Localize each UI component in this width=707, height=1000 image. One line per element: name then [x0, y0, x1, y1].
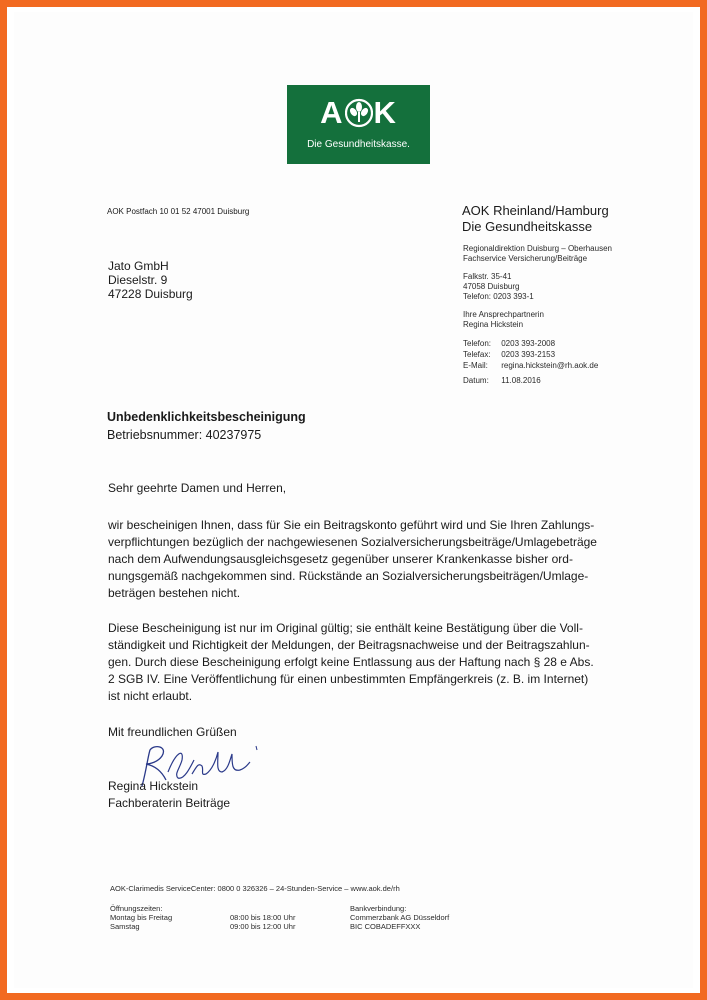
letter-subject: Unbedenklichkeitsbescheinigung — [107, 410, 306, 424]
contact-person — [463, 310, 544, 330]
signer-title: Fachberaterin Beiträge — [108, 796, 231, 810]
hours-time-weekday: 08:00 bis 18:00 Uhr — [230, 913, 296, 922]
date-label: Datum: — [463, 376, 489, 385]
hours-label: Öffnungszeiten: — [110, 904, 163, 913]
hours-time-saturday: 09:00 bis 12:00 Uhr — [230, 922, 296, 931]
office-department — [463, 244, 612, 264]
paragraph-line: nach dem Aufwendungsausgleichsgesetz gegenüber unserer Krankenkasse bisher ord- — [108, 552, 573, 566]
contact-phone: 0203 393-2008 — [501, 339, 556, 348]
paragraph-line: nungsgemäß nachgekommen sind. Rückstände an Sozialversicherungsbeiträgen/Umlage- — [108, 569, 589, 583]
office-phone-label: Telefon: — [463, 292, 492, 301]
contact-fax-row — [463, 349, 598, 360]
paragraph-line: Diese Bescheinigung ist nur im Original gültig; sie enthält keine Bestätigung über die Voll- — [108, 621, 583, 635]
bank-label: Bankverbindung: — [350, 904, 407, 913]
letter-date: 11.08.2016 — [501, 376, 541, 385]
contact-name: Regina Hickstein — [463, 320, 524, 329]
office-tagline: Die Gesundheitskasse — [462, 219, 593, 234]
office-header — [462, 203, 609, 235]
office-street: Falkstr. 35-41 — [463, 272, 512, 281]
footer-times-col — [230, 913, 330, 931]
footer-service-line: AOK-Clarimedis ServiceCenter: 0800 0 326326 – 24-Stunden-Service – www.aok.de/rh — [110, 884, 400, 893]
paragraph-line: verpflichtungen bezüglich der nachgewiesenen Sozialversicherungsbeiträge/Umlagebeträge — [108, 535, 597, 549]
paragraph-line: ständigkeit und Richtigkeit der Meldungen, der Beitragsnachweise und der Beitragszahlun- — [108, 638, 590, 652]
contact-phone-label: Telefon: — [463, 339, 492, 348]
office-direction: Regionaldirektion Duisburg – Oberhausen — [463, 244, 612, 253]
contact-email-label: E-Mail: — [463, 361, 488, 370]
betriebsnummer: Betriebsnummer: 40237975 — [107, 428, 262, 442]
recipient-city: 47228 Duisburg — [108, 287, 193, 301]
logo-letter-a: A — [320, 95, 344, 130]
paragraph-line: wir bescheinigen Ihnen, dass für Sie ein Beitragskonto geführt wird und Sie Ihren Zahlungs- — [108, 518, 595, 532]
office-service: Fachservice Versicherung/Beiträge — [463, 254, 588, 263]
paragraph-line: beträgen bestehen nicht. — [108, 586, 241, 600]
tree-icon — [345, 98, 373, 128]
recipient-company: Jato GmbH — [108, 259, 169, 273]
logo-tagline: Die Gesundheitskasse. — [307, 139, 410, 150]
contact-fax-label: Telefax: — [463, 350, 491, 359]
hours-day-weekday: Montag bis Freitag — [110, 913, 173, 922]
office-phone: 0203 393-1 — [493, 292, 534, 301]
recipient-street: Dieselstr. 9 — [108, 273, 168, 287]
signer-block — [108, 778, 230, 812]
footer-hours-col — [110, 904, 250, 931]
closing: Mit freundlichen Grüßen — [108, 725, 237, 739]
recipient-address — [108, 259, 193, 301]
aok-wordmark — [287, 95, 430, 131]
sender-address-line: AOK Postfach 10 01 52 47001 Duisburg — [107, 207, 250, 216]
contact-email-row — [463, 360, 598, 371]
footer-bank-col — [350, 904, 510, 931]
signer-name: Regina Hickstein — [108, 779, 199, 793]
hours-day-saturday: Samstag — [110, 922, 140, 931]
logo-letter-k: K — [373, 95, 397, 130]
contact-phone-row — [463, 338, 598, 349]
contact-fax: 0203 393-2153 — [501, 350, 556, 359]
office-phone-row — [463, 292, 534, 302]
paragraph-line: gen. Durch diese Bescheinigung erfolgt keine Entlassung aus der Haftung nach § 28 e Abs. — [108, 655, 594, 669]
bank-bic: BIC COBADEFFXXX — [350, 922, 421, 931]
paragraph-line: ist nicht erlaubt. — [108, 689, 193, 703]
office-name: AOK Rheinland/Hamburg — [462, 203, 609, 218]
contact-email[interactable]: regina.hickstein@rh.aok.de — [501, 361, 599, 370]
aok-logo — [287, 85, 430, 164]
contact-label: Ihre Ansprechpartnerin — [463, 310, 544, 319]
office-address — [463, 272, 534, 302]
salutation: Sehr geehrte Damen und Herren, — [108, 481, 287, 495]
letter-date-row — [463, 376, 541, 386]
contact-details — [463, 338, 598, 371]
bank-name: Commerzbank AG Düsseldorf — [350, 913, 450, 922]
paragraph-confirmation — [108, 517, 597, 602]
paragraph-validity — [108, 620, 594, 705]
office-city: 47058 Duisburg — [463, 282, 520, 291]
paragraph-line: 2 SGB IV. Eine Veröffentlichung für einen unbestimmten Empfängerkreis (z. B. im Internet) — [108, 672, 589, 686]
